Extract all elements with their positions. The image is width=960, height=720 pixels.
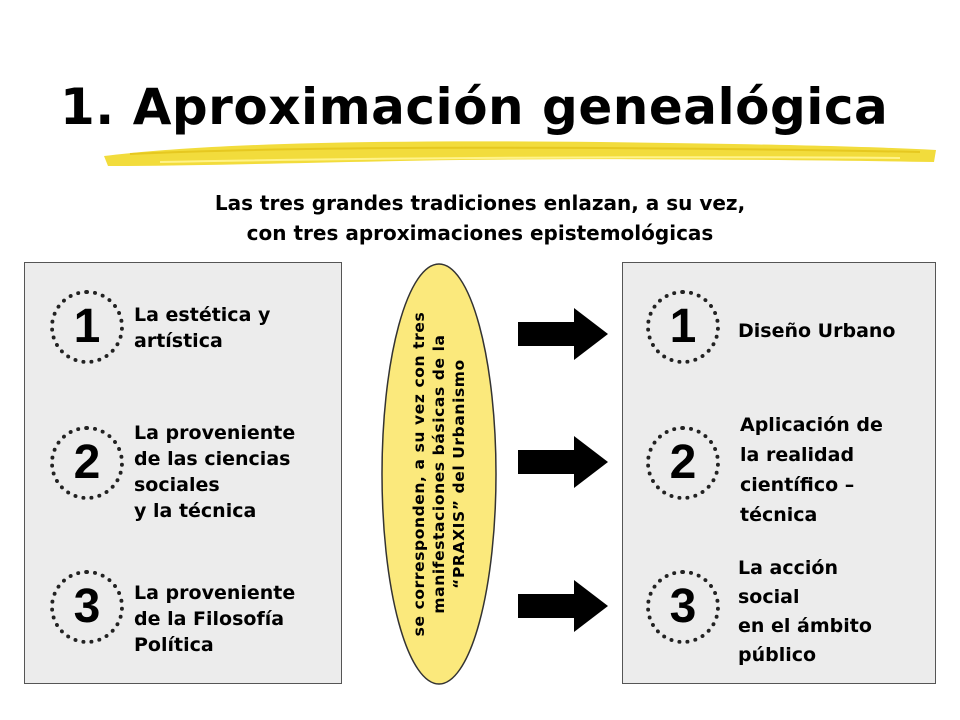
left-number-circle-2 [50, 426, 124, 500]
page-title: 1. Aproximación genealógica [60, 78, 889, 136]
left-item-2-text [134, 420, 295, 524]
right-item-2-line-4: técnica [740, 504, 818, 526]
left-item-3-line-1: La proveniente [134, 582, 296, 604]
right-item-2-line-2: la realidad [740, 444, 855, 466]
right-arrow-icon [518, 436, 608, 488]
right-item-3-line-2: social [738, 586, 800, 608]
center-line-1: se corresponden, a su vez con tres [410, 311, 428, 637]
subtitle-line-1: Las tres grandes tradiciones enlazan, a su vez, [214, 191, 746, 215]
left-item-3-text [134, 580, 295, 658]
right-number-3: 3 [669, 580, 697, 633]
left-number-circle-3 [50, 570, 124, 644]
right-arrow-icon [518, 308, 608, 360]
left-item-2-line-4: y la técnica [134, 500, 257, 522]
center-text-wrap [380, 262, 498, 686]
left-item-2-line-2: de las ciencias [134, 448, 291, 470]
left-item-2-line-3: sociales [134, 474, 220, 496]
right-number-circle-2 [646, 426, 720, 500]
right-number-2: 2 [669, 436, 697, 489]
right-item-2-text [740, 410, 883, 530]
title-underline [100, 136, 940, 170]
left-item-3-line-3: Política [134, 634, 214, 656]
left-item-1-line-2: artística [134, 330, 223, 352]
right-item-2-line-3: científico – [740, 474, 855, 496]
right-item-3-line-4: público [738, 644, 817, 666]
left-item-3-line-2: de la Filosofía [134, 608, 285, 630]
right-item-3-line-3: en el ámbito [738, 615, 872, 637]
subtitle-line-2: con tres aproximaciones epistemológicas [246, 221, 714, 245]
right-number-circle-3 [646, 570, 720, 644]
left-number-circle-1 [50, 290, 124, 364]
left-number-3: 3 [73, 580, 101, 633]
left-item-1-line-1: La estética y [134, 304, 271, 326]
center-line-2: manifestaciones básicas de la [430, 334, 448, 614]
right-number-1: 1 [669, 300, 697, 353]
right-item-1-line-1: Diseño Urbano [738, 320, 896, 342]
left-item-2-line-1: La proveniente [134, 422, 296, 444]
left-number-2: 2 [73, 436, 101, 489]
right-arrow-icon [518, 580, 608, 632]
left-item-1-text [134, 302, 270, 354]
right-item-3-text [738, 554, 872, 670]
right-item-1-text [738, 318, 895, 344]
right-item-3-line-1: La acción [738, 557, 838, 579]
left-number-1: 1 [73, 300, 101, 353]
center-vertical-text [409, 264, 469, 684]
center-line-3: “PRAXIS” del Urbanismo [450, 359, 468, 589]
right-item-2-line-1: Aplicación de [740, 414, 883, 436]
subtitle [0, 188, 960, 248]
right-number-circle-1 [646, 290, 720, 364]
